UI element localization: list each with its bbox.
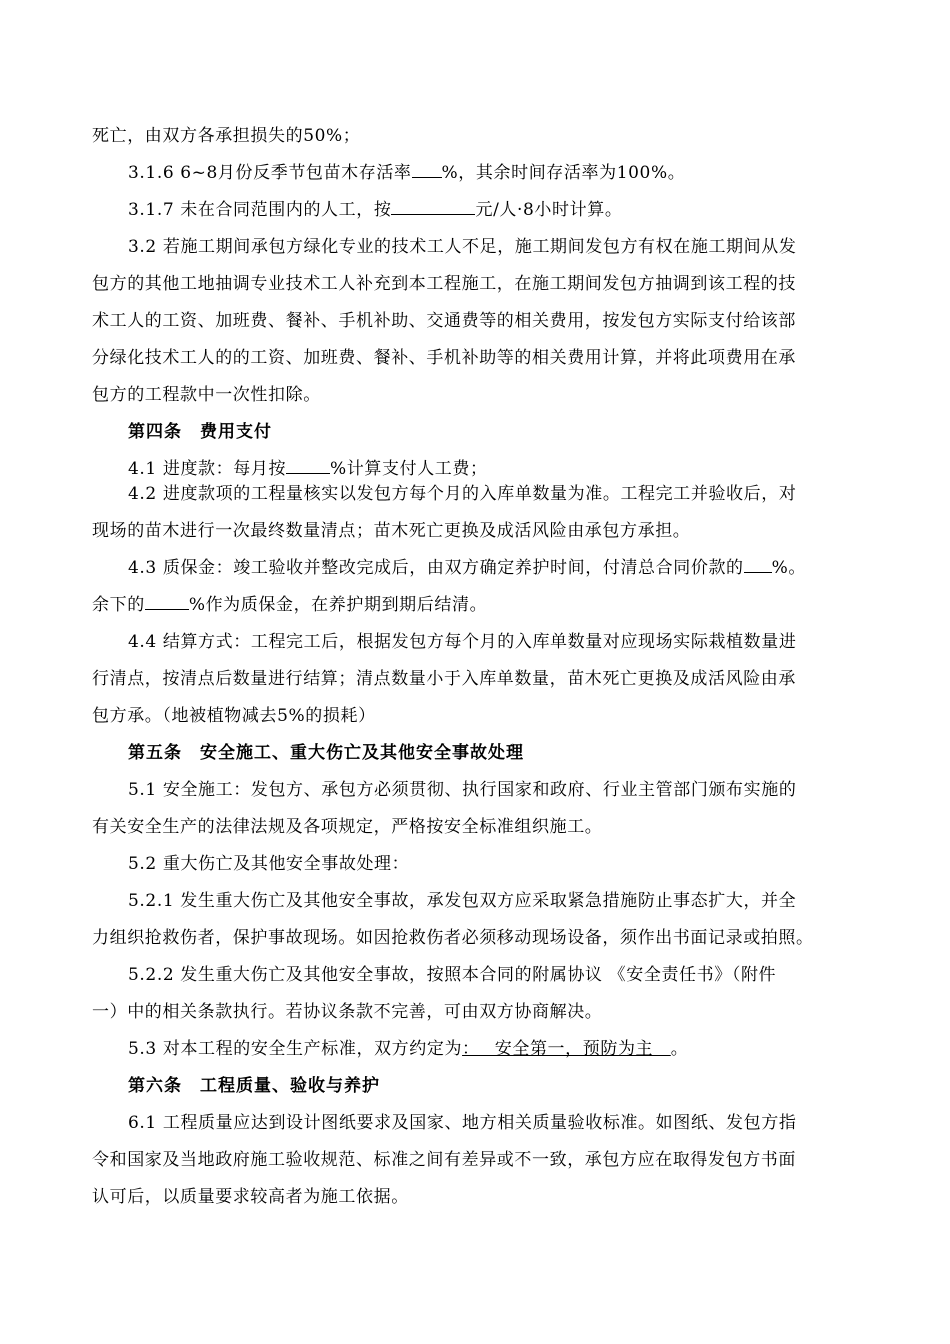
paragraph-line: 包方承。（地被植物减去5%的损耗）: [92, 706, 376, 726]
safety-standard-text: ： 安全第一，预防为主: [462, 1039, 671, 1059]
article-4-heading: 第四条 费用支付: [128, 422, 272, 442]
clause-5-2: 5.2 重大伤亡及其他安全事故处理：: [128, 854, 410, 874]
paragraph-line: 余下的 %作为质保金，在养护期到期后结清。: [92, 595, 488, 615]
paragraph-line: 术工人的工资、加班费、餐补、手机补助、交通费等的相关费用，按发包方实际支付给该部: [92, 311, 796, 331]
paragraph-line: 包方的工程款中一次性扣除。: [92, 385, 321, 405]
clause-5-2-2: 5.2.2 发生重大伤亡及其他安全事故，按照本合同的附属协议 《安全责任书》（附件: [128, 965, 777, 985]
clause-4-2: 4.2 进度款项的工程量核实以发包方每个月的入库单数量为准。工程完工并验收后，对: [128, 484, 797, 504]
paragraph-line: 力组织抢救伤者，保护事故现场。如因抢救伤者必须移动现场设备，须作出书面记录或拍照。: [92, 928, 814, 948]
article-6-heading: 第六条 工程质量、验收与养护: [128, 1076, 380, 1096]
clause-5-1: 5.1 安全施工：发包方、承包方必须贯彻、执行国家和政府、行业主管部门颁布实施的: [128, 780, 797, 800]
clause-6-1: 6.1 工程质量应达到设计图纸要求及国家、地方相关质量验收标准。如图纸、发包方指: [128, 1113, 797, 1133]
paragraph-line: 令和国家及当地政府施工验收规范、标准之间有差异或不一致，承包方应在取得发包方书面: [92, 1150, 796, 1170]
paragraph-line: 包方的其他工地抽调专业技术工人补充到本工程施工，在施工期间发包方抽调到该工程的技: [92, 274, 796, 294]
paragraph-line: 现场的苗木进行一次最终数量清点；苗木死亡更换及成活风险由承包方承担。: [92, 521, 691, 541]
clause-5-3: 5.3 对本工程的安全生产标准，双方约定为： 安全第一，预防为主 。: [128, 1039, 689, 1059]
article-5-heading: 第五条 安全施工、重大伤亡及其他安全事故处理: [128, 743, 524, 763]
paragraph-line: 认可后，以质量要求较高者为施工依据。: [92, 1187, 409, 1207]
fill-blank: [412, 161, 442, 178]
fill-blank: [391, 198, 475, 215]
fill-blank: [145, 593, 189, 610]
fill-blank: [286, 457, 330, 474]
paragraph-line: 行清点，按清点后数量进行结算；清点数量小于入库单数量，苗木死亡更换及成活风险由承: [92, 669, 796, 689]
clause-4-3: 4.3 质保金：竣工验收并整改完成后，由双方确定养护时间，付清总合同价款的 %。: [128, 558, 806, 578]
fill-blank: [744, 556, 772, 573]
clause-3-2: 3.2 若施工期间承包方绿化专业的技术工人不足，施工期间发包方有权在施工期间从发: [128, 237, 797, 257]
paragraph-line: 分绿化技术工人的的工资、加班费、餐补、手机补助等的相关费用计算，并将此项费用在承: [92, 348, 796, 368]
clause-3-1-7: 3.1.7 未在合同范围内的人工，按 元/人·8小时计算。: [128, 200, 623, 220]
paragraph-line: 有关安全生产的法律法规及各项规定，严格按安全标准组织施工。: [92, 817, 603, 837]
clause-5-2-1: 5.2.1 发生重大伤亡及其他安全事故，承发包双方应采取紧急措施防止事态扩大，并全: [128, 891, 797, 911]
clause-4-4: 4.4 结算方式：工程完工后，根据发包方每个月的入库单数量对应现场实际栽植数量进: [128, 632, 797, 652]
paragraph-line: 死亡，由双方各承担损失的50%；: [92, 126, 361, 146]
clause-4-1: 4.1 进度款：每月按 %计算支付人工费；: [128, 459, 488, 479]
paragraph-line: 一）中的相关条款执行。若协议条款不完善，可由双方协商解决。: [92, 1002, 603, 1022]
clause-3-1-6: 3.1.6 6~8月份反季节包苗木存活率 %，其余时间存活率为100%。: [128, 163, 686, 183]
